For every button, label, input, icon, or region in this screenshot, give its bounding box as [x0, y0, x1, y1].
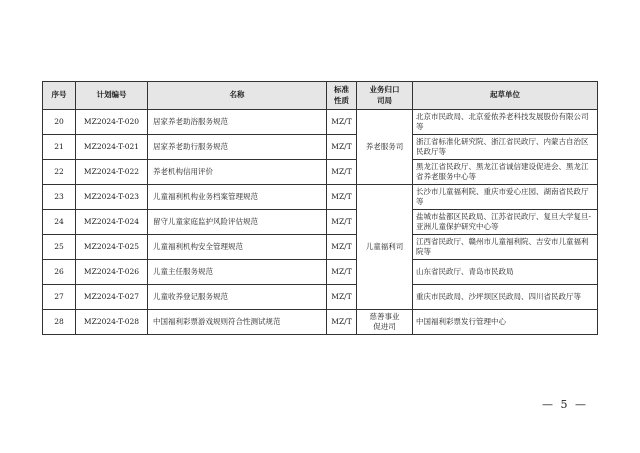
row-seq: 25 [43, 235, 76, 260]
dept-charity: 慈善事业 促进司 [357, 310, 413, 335]
row-name: 留守儿童家庭监护风险评估规范 [148, 210, 327, 235]
row-seq: 24 [43, 210, 76, 235]
standards-plan-table [42, 81, 598, 335]
header-nature: 标准 性质 [327, 82, 357, 110]
row-code: MZ2024-T-025 [76, 235, 148, 260]
row-code: MZ2024-T-027 [76, 285, 148, 310]
row-name: 儿童收养登记服务规范 [148, 285, 327, 310]
row-name: 儿童主任服务规范 [148, 260, 327, 285]
row-seq: 27 [43, 285, 76, 310]
table-row [43, 185, 598, 210]
dept-elderly: 养老服务司 [357, 110, 413, 185]
row-name: 居家养老助浴服务规范 [148, 110, 327, 135]
row-unit: 山东省民政厅、青岛市民政局 [413, 260, 598, 285]
row-seq: 22 [43, 160, 76, 185]
header-dept: 业务归口 司局 [357, 82, 413, 110]
row-seq: 20 [43, 110, 76, 135]
row-unit: 黑龙江省民政厅、黑龙江省诚信建设促进会、黑龙江省养老服务中心等 [413, 160, 598, 185]
table-row [43, 110, 598, 135]
row-unit: 长沙市儿童福利院、重庆市爱心庄园、湖南省民政厅等 [413, 185, 598, 210]
row-nature: MZ/T [327, 235, 357, 260]
row-code: MZ2024-T-028 [76, 310, 148, 335]
row-seq: 26 [43, 260, 76, 285]
row-seq: 23 [43, 185, 76, 210]
row-nature: MZ/T [327, 185, 357, 210]
dept-children: 儿童福利司 [357, 185, 413, 310]
table-row [43, 310, 598, 335]
row-name: 养老机构信用评价 [148, 160, 327, 185]
table-row [43, 160, 598, 185]
row-seq: 21 [43, 135, 76, 160]
header-unit: 起草单位 [413, 82, 598, 110]
row-nature: MZ/T [327, 310, 357, 335]
row-unit: 中国福利彩票发行管理中心 [413, 310, 598, 335]
page-number: — 5 — [542, 398, 588, 411]
row-unit: 盐城市盐都区民政局、江苏省民政厅、复旦大学复旦-亚洲儿童保护研究中心等 [413, 210, 598, 235]
row-code: MZ2024-T-024 [76, 210, 148, 235]
table-row [43, 285, 598, 310]
row-unit: 重庆市民政局、沙坪坝区民政局、四川省民政厅等 [413, 285, 598, 310]
row-nature: MZ/T [327, 260, 357, 285]
row-name: 儿童福利机构安全管理规范 [148, 235, 327, 260]
row-nature: MZ/T [327, 135, 357, 160]
row-name: 中国福利彩票游戏规则符合性测试规范 [148, 310, 327, 335]
header-name: 名称 [148, 82, 327, 110]
table-row [43, 260, 598, 285]
row-unit: 北京市民政局、北京爱侬养老科技发展股份有限公司等 [413, 110, 598, 135]
row-nature: MZ/T [327, 110, 357, 135]
row-nature: MZ/T [327, 160, 357, 185]
row-code: MZ2024-T-022 [76, 160, 148, 185]
table-row [43, 235, 598, 260]
table-row [43, 135, 598, 160]
row-code: MZ2024-T-023 [76, 185, 148, 210]
row-nature: MZ/T [327, 210, 357, 235]
row-seq: 28 [43, 310, 76, 335]
table-header-row [43, 82, 598, 110]
row-unit: 江西省民政厅、赣州市儿童福利院、吉安市儿童福利院等 [413, 235, 598, 260]
header-code: 计划编号 [76, 82, 148, 110]
row-code: MZ2024-T-026 [76, 260, 148, 285]
row-code: MZ2024-T-020 [76, 110, 148, 135]
header-seq: 序号 [43, 82, 76, 110]
row-unit: 浙江省标准化研究院、浙江省民政厅、内蒙古自治区民政厅等 [413, 135, 598, 160]
table-row [43, 210, 598, 235]
row-nature: MZ/T [327, 285, 357, 310]
row-code: MZ2024-T-021 [76, 135, 148, 160]
row-name: 居家养老助行服务规范 [148, 135, 327, 160]
row-name: 儿童福利机构业务档案管理规范 [148, 185, 327, 210]
